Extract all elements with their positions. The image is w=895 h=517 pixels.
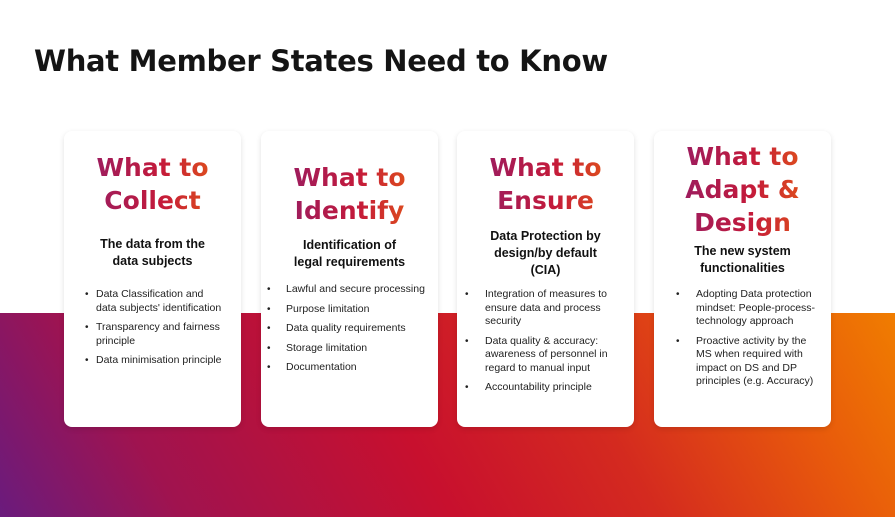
card-bullet-list <box>85 288 223 374</box>
card-subtitle-line: data subjects <box>112 254 193 268</box>
card-heading-line: Design <box>694 208 791 237</box>
list-item: • Data quality requirements <box>267 322 435 336</box>
card-collect <box>64 131 241 427</box>
card-heading-line: What to <box>489 153 602 182</box>
page-title: What Member States Need to Know <box>34 44 608 78</box>
list-item: • Documentation <box>267 361 435 375</box>
card-heading-line: Collect <box>104 186 201 215</box>
card-subtitle <box>465 228 626 279</box>
list-item: • Lawful and secure processing <box>267 283 435 297</box>
card-subtitle-line: Data Protection by <box>490 229 601 243</box>
card-heading-line: Adapt & <box>685 175 800 204</box>
card-subtitle-line: Identification of <box>302 238 397 252</box>
card-subtitle-line: functionalities <box>700 261 785 275</box>
card-subtitle-line: legal requirements <box>293 255 406 269</box>
card-heading-line: What to <box>293 163 406 192</box>
card-bullet-list <box>676 288 816 395</box>
list-item: • Adopting Data protection mindset: People-process-technology approach <box>676 288 816 329</box>
card-bullet-list <box>267 283 435 381</box>
card-subtitle <box>269 237 430 271</box>
card-identify <box>261 131 438 427</box>
card-adapt-design <box>654 131 831 427</box>
card-subtitle-line: (CIA) <box>530 263 561 277</box>
list-item: • Proactive activity by the MS when required with impact on DS and DP principles (e.g. Accuracy) <box>676 335 816 389</box>
card-subtitle <box>72 236 233 270</box>
list-item: • Transparency and fairness principle <box>85 321 223 348</box>
card-heading-line: What to <box>686 142 799 171</box>
list-item: • Accountability principle <box>465 381 623 395</box>
list-item: • Data minimisation principle <box>85 354 223 368</box>
list-item: • Data Classification and data subjects' identification <box>85 288 223 315</box>
card-ensure <box>457 131 634 427</box>
list-item: • Integration of measures to ensure data and process security <box>465 288 623 329</box>
card-heading-line: What to <box>96 153 209 182</box>
card-subtitle-line: The data from the <box>100 237 205 251</box>
card-subtitle-line: design/by default <box>494 246 597 260</box>
list-item: • Data quality & accuracy: awareness of personnel in regard to manual input <box>465 335 623 376</box>
card-heading <box>261 161 438 227</box>
card-subtitle <box>662 243 823 277</box>
card-heading <box>654 140 831 239</box>
card-subtitle-line: The new system <box>694 244 791 258</box>
card-heading <box>64 151 241 217</box>
list-item: • Storage limitation <box>267 342 435 356</box>
card-heading-line: Ensure <box>497 186 594 215</box>
list-item: • Purpose limitation <box>267 303 435 317</box>
card-heading <box>457 151 634 217</box>
card-bullet-list <box>465 288 623 401</box>
card-heading-line: Identify <box>294 196 405 225</box>
